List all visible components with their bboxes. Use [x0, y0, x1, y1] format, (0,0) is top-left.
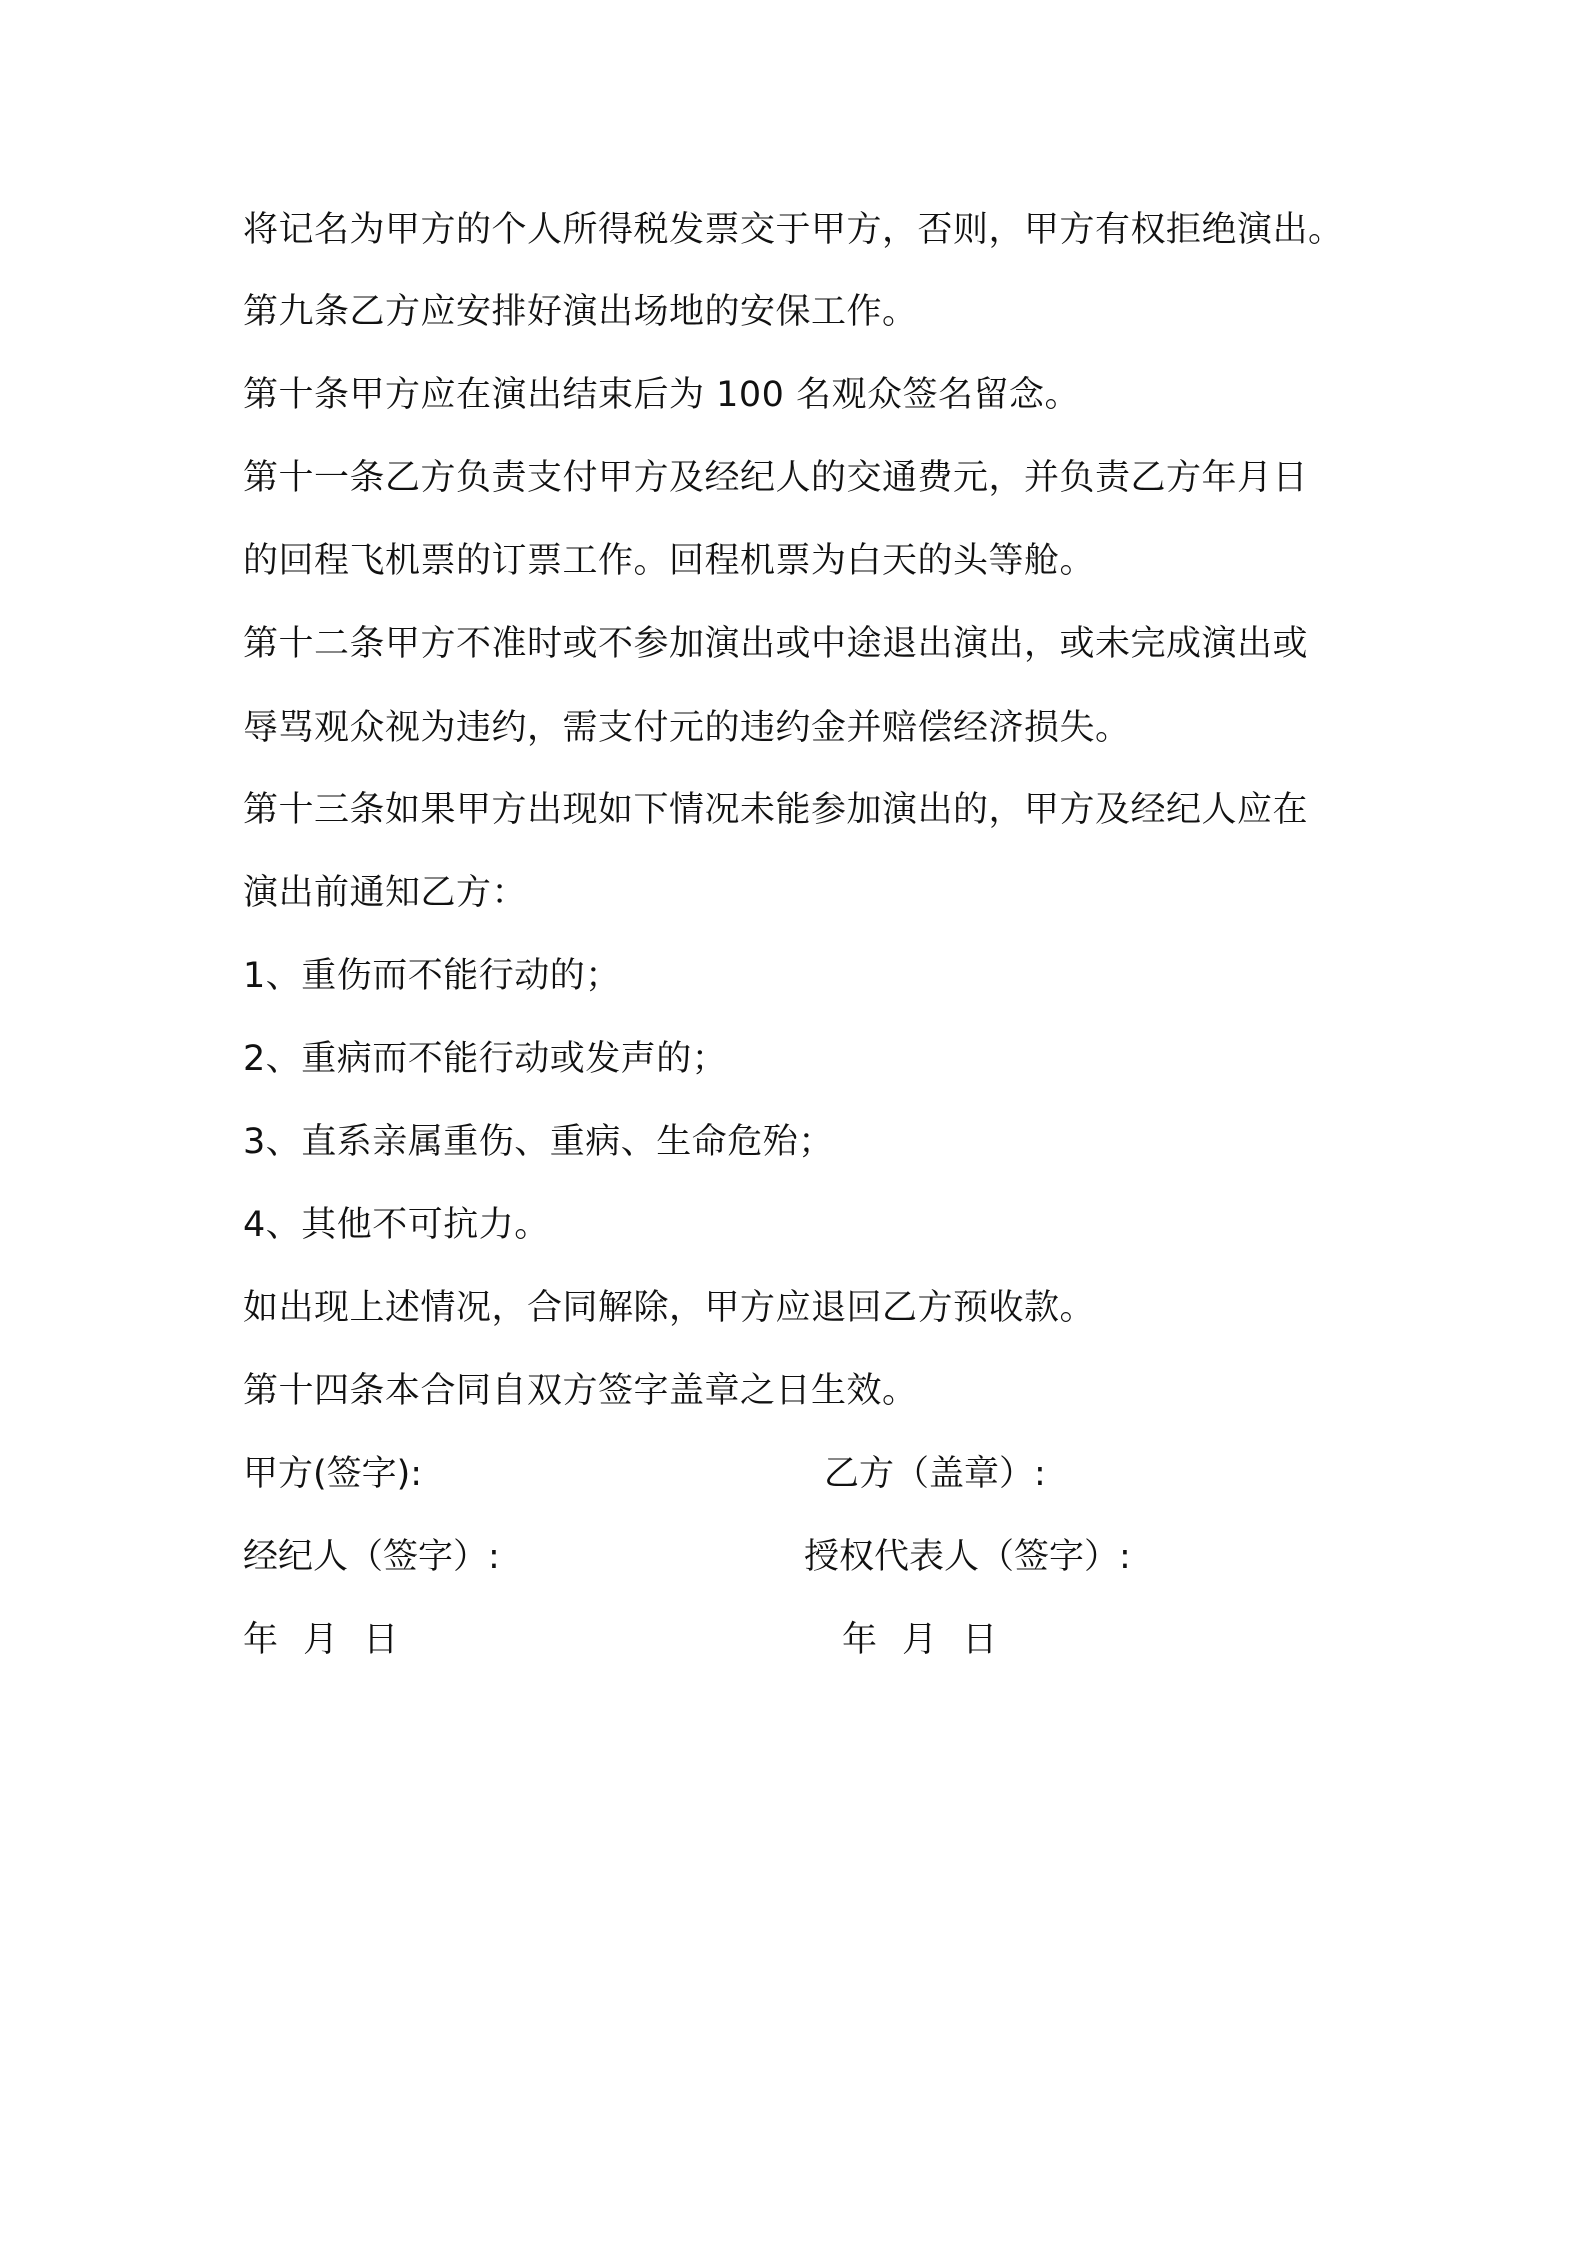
list-item-1: 1、重伤而不能行动的； — [243, 956, 621, 996]
list-item-2: 2、重病而不能行动或发声的； — [243, 1039, 728, 1079]
list-item-3: 3、直系亲属重伤、重病、生命危殆； — [243, 1122, 834, 1162]
article-11-line-1: 第十一条乙方负责支付甲方及经纪人的交通费元，并负责乙方年月日 — [243, 458, 1309, 498]
article-12-line-2: 辱骂观众视为违约，需支付元的违约金并赔偿经济损失。 — [243, 708, 1131, 748]
article-13-line-1: 第十三条如果甲方出现如下情况未能参加演出的，甲方及经纪人应在 — [243, 790, 1309, 830]
article-10: 第十条甲方应在演出结束后为 100 名观众签名留念。 — [243, 375, 1081, 415]
article-11-line-2: 的回程飞机票的订票工作。回程机票为白天的头等舱。 — [243, 541, 1096, 581]
date-left: 年 月 日 — [243, 1620, 399, 1660]
party-a-signature-label: 甲方(签字): — [243, 1454, 423, 1494]
article-9: 第九条乙方应安排好演出场地的安保工作。 — [243, 292, 918, 332]
date-right: 年 月 日 — [842, 1620, 998, 1660]
text-line-1: 将记名为甲方的个人所得税发票交于甲方，否则，甲方有权拒绝演出。 — [243, 210, 1344, 250]
article-12-line-1: 第十二条甲方不准时或不参加演出或中途退出演出，或未完成演出或 — [243, 624, 1309, 664]
termination-clause: 如出现上述情况，合同解除，甲方应退回乙方预收款。 — [243, 1288, 1096, 1328]
agent-signature-label: 经纪人（签字）: — [243, 1537, 500, 1577]
article-14: 第十四条本合同自双方签字盖章之日生效。 — [243, 1371, 918, 1411]
article-13-line-2: 演出前通知乙方： — [243, 873, 528, 913]
authorized-rep-signature-label: 授权代表人（签字）: — [804, 1537, 1131, 1577]
list-item-4: 4、其他不可抗力。 — [243, 1205, 550, 1245]
party-b-seal-label: 乙方（盖章）: — [824, 1454, 1046, 1494]
